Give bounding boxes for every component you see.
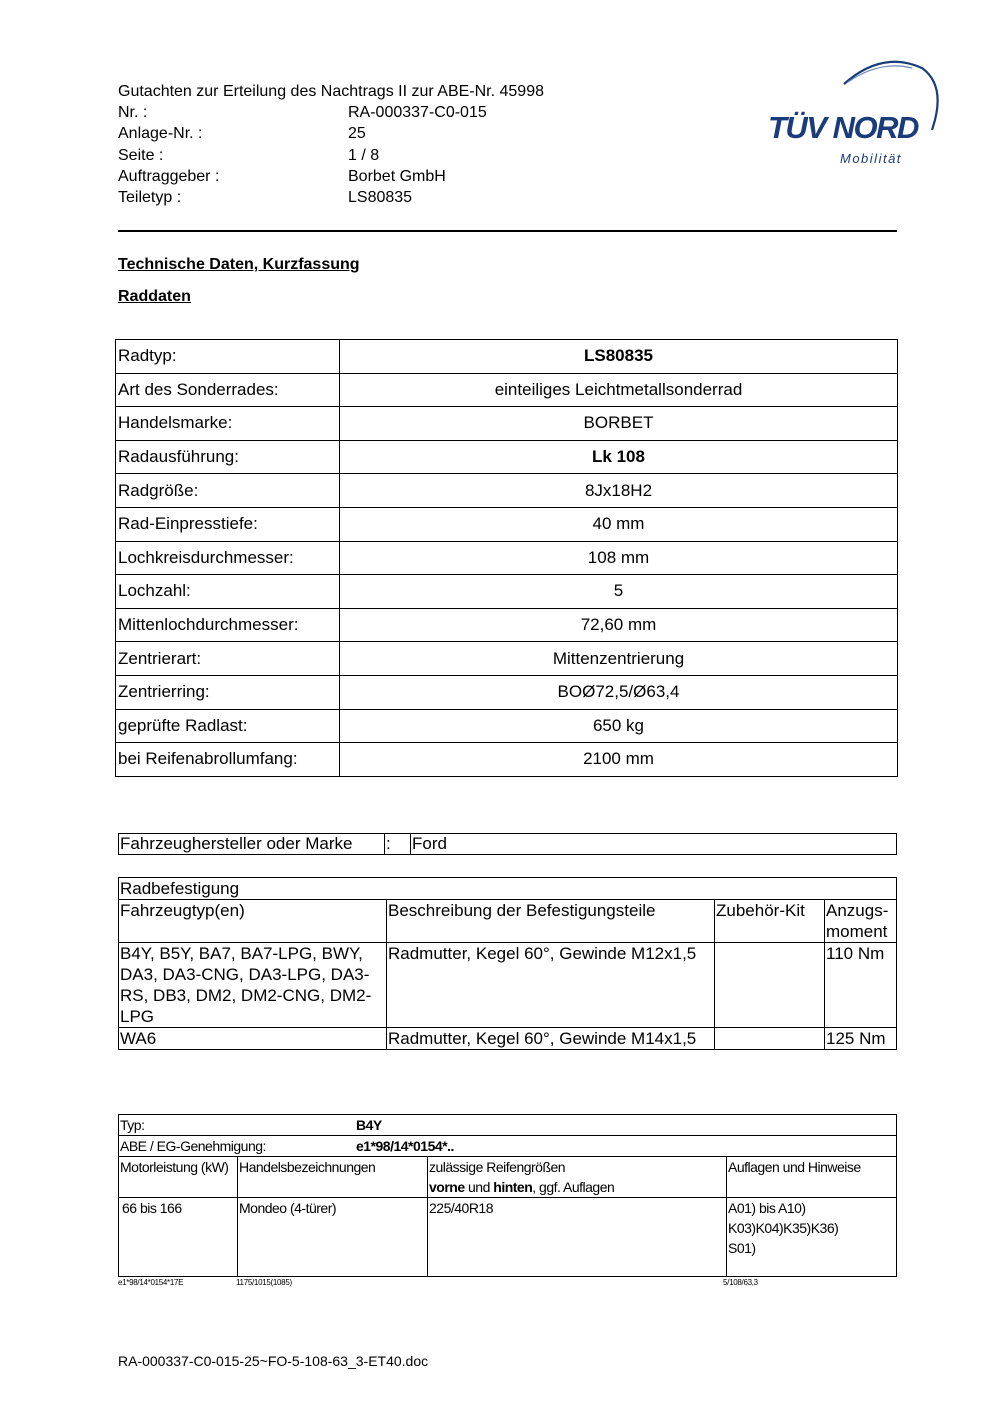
row-fahrzeugtyp: WA6 [119,1028,387,1050]
logo-subtitle: Mobilität [840,151,902,166]
raddaten-label: Lochzahl: [116,575,340,609]
header-anzugsmoment-2: moment [826,922,888,941]
typ-table [118,1114,897,1277]
row-anzugsmoment: 125 Nm [825,1028,897,1050]
row-motorleistung: 66 bis 166 [119,1198,238,1277]
table-row [116,440,898,474]
header-value: LS80835 [348,189,413,206]
raddaten-value: 2100 mm [340,743,898,777]
typ-footnote-right: 5/108/63,3 [723,1278,758,1287]
document-footer: RA-000337-C0-015-25~FO-5-108-63_3-ET40.doc [118,1353,429,1369]
radbefestigung-table [118,877,897,1050]
header-field-auftraggeber [118,166,446,187]
header-field-seite [118,145,379,166]
radbefestigung-title: Radbefestigung [119,878,897,900]
table-row [116,474,898,508]
auflage-item: A01) bis A10) [728,1200,806,1216]
raddaten-value: einteiliges Leichtmetallsonderrad [340,373,898,407]
table-row [116,541,898,575]
auflage-item: S01) [728,1240,756,1256]
typ-header-row [119,1157,897,1198]
table-row [116,340,898,374]
raddaten-label: bei Reifenabrollumfang: [116,743,340,777]
col-reifen-und: und [464,1179,494,1195]
header-value: Borbet GmbH [348,168,446,185]
col-reifen-line2 [429,1177,725,1197]
raddaten-value: Mittenzentrierung [340,642,898,676]
col-reifen-hinten: hinten [493,1179,533,1195]
header-key: Anlage-Nr. : [118,125,203,142]
row-auflagen [727,1198,897,1277]
table-row [116,507,898,541]
raddaten-label: Radausführung: [116,440,340,474]
hersteller-label: Fahrzeughersteller oder Marke [119,834,385,855]
raddaten-label: Lochkreisdurchmesser: [116,541,340,575]
header-fahrzeugtyp: Fahrzeugtyp(en) [119,900,387,943]
typ-cell [119,1115,897,1136]
hersteller-row [119,834,897,855]
raddaten-label: Radgröße: [116,474,340,508]
raddaten-label: Zentrierart: [116,642,340,676]
table-row [116,373,898,407]
header-divider [118,230,897,232]
col-reifen-vorne: vorne [429,1179,465,1195]
sub-title: Raddaten [118,288,191,305]
radbefestigung-header-row [119,900,897,943]
row-reifengroesse: 225/40R18 [428,1198,727,1277]
header-field-teiletyp [118,187,412,208]
header-key: Seite : [118,147,164,164]
tuev-nord-logo [762,58,942,168]
row-anzugsmoment: 110 Nm [825,943,897,1028]
raddaten-label: Zentrierring: [116,675,340,709]
table-row [116,675,898,709]
header-value: 25 [348,125,366,142]
header-anzugsmoment [825,900,897,943]
header-value: RA-000337-C0-015 [348,104,487,121]
row-handelsbezeichnung: Mondeo (4-türer) [238,1198,428,1277]
table-row [116,407,898,441]
typ-value: B4Y [356,1117,382,1133]
hersteller-value: Ford [411,834,897,855]
raddaten-value: Lk 108 [340,440,898,474]
logo-text: TÜV NORD [768,110,918,145]
abe-cell [119,1136,897,1157]
raddaten-value: 40 mm [340,507,898,541]
abe-value: e1*98/14*0154*.. [356,1138,454,1154]
row-zubehoer-kit [715,943,825,1028]
hersteller-separator: : [385,834,411,855]
raddaten-value: BORBET [340,407,898,441]
col-reifen-line1: zulässige Reifengrößen [429,1159,566,1175]
row-zubehoer-kit [715,1028,825,1050]
raddaten-value: LS80835 [340,340,898,374]
table-row [116,709,898,743]
raddaten-label: Art des Sonderrades: [116,373,340,407]
col-reifengroessen [428,1157,727,1198]
col-reifen-rest: , ggf. Auflagen [532,1179,615,1195]
typ-label: Typ: [120,1117,145,1133]
raddaten-label: Handelsmarke: [116,407,340,441]
col-auflagen: Auflagen und Hinweise [727,1157,897,1198]
typ-row [119,1115,897,1136]
header-anzugsmoment-1: Anzugs- [826,901,889,920]
raddaten-value: 5 [340,575,898,609]
raddaten-value: 650 kg [340,709,898,743]
raddaten-value: 108 mm [340,541,898,575]
raddaten-value: BOØ72,5/Ø63,4 [340,675,898,709]
col-motorleistung: Motorleistung (kW) [119,1157,238,1198]
raddaten-label: Radtyp: [116,340,340,374]
header-field-nr [118,102,487,123]
raddaten-label: Rad-Einpresstiefe: [116,507,340,541]
col-handelsbezeichnungen: Handelsbezeichnungen [238,1157,428,1198]
row-fahrzeugtyp: B4Y, B5Y, BA7, BA7-LPG, BWY, DA3, DA3-CNG, DA3-LPG, DA3-RS, DB3, DM2, DM2-CNG, DM2-LPG [119,943,387,1028]
hersteller-table [118,833,897,855]
table-row [116,743,898,777]
header-beschreibung: Beschreibung der Befestigungsteile [387,900,715,943]
auflage-item: K03)K04)K35)K36) [728,1220,839,1236]
abe-row [119,1136,897,1157]
document-title: Gutachten zur Erteilung des Nachtrags II zur ABE-Nr. 45998 [118,83,544,100]
header-field-anlage [118,123,366,144]
radbefestigung-title-row [119,878,897,900]
header-zubehoer-kit: Zubehör-Kit [715,900,825,943]
table-row [119,943,897,1028]
raddaten-table [115,339,898,777]
header-value: 1 / 8 [348,147,380,164]
raddaten-value: 8Jx18H2 [340,474,898,508]
typ-footnote-left: e1*98/14*0154*17E [118,1278,184,1287]
section-title: Technische Daten, Kurzfassung [118,256,360,273]
table-row [116,575,898,609]
table-row [119,1028,897,1050]
header-key: Nr. : [118,104,148,121]
abe-label: ABE / EG-Genehmigung: [120,1138,266,1154]
raddaten-label: geprüfte Radlast: [116,709,340,743]
raddaten-value: 72,60 mm [340,608,898,642]
raddaten-label: Mittenlochdurchmesser: [116,608,340,642]
row-beschreibung: Radmutter, Kegel 60°, Gewinde M12x1,5 [387,943,715,1028]
table-row [116,608,898,642]
header-key: Teiletyp : [118,189,182,206]
table-row [116,642,898,676]
typ-footnote-mid: 1175/1015(1085) [236,1278,292,1287]
row-beschreibung: Radmutter, Kegel 60°, Gewinde M14x1,5 [387,1028,715,1050]
table-row [119,1198,897,1277]
header-key: Auftraggeber : [118,168,220,185]
